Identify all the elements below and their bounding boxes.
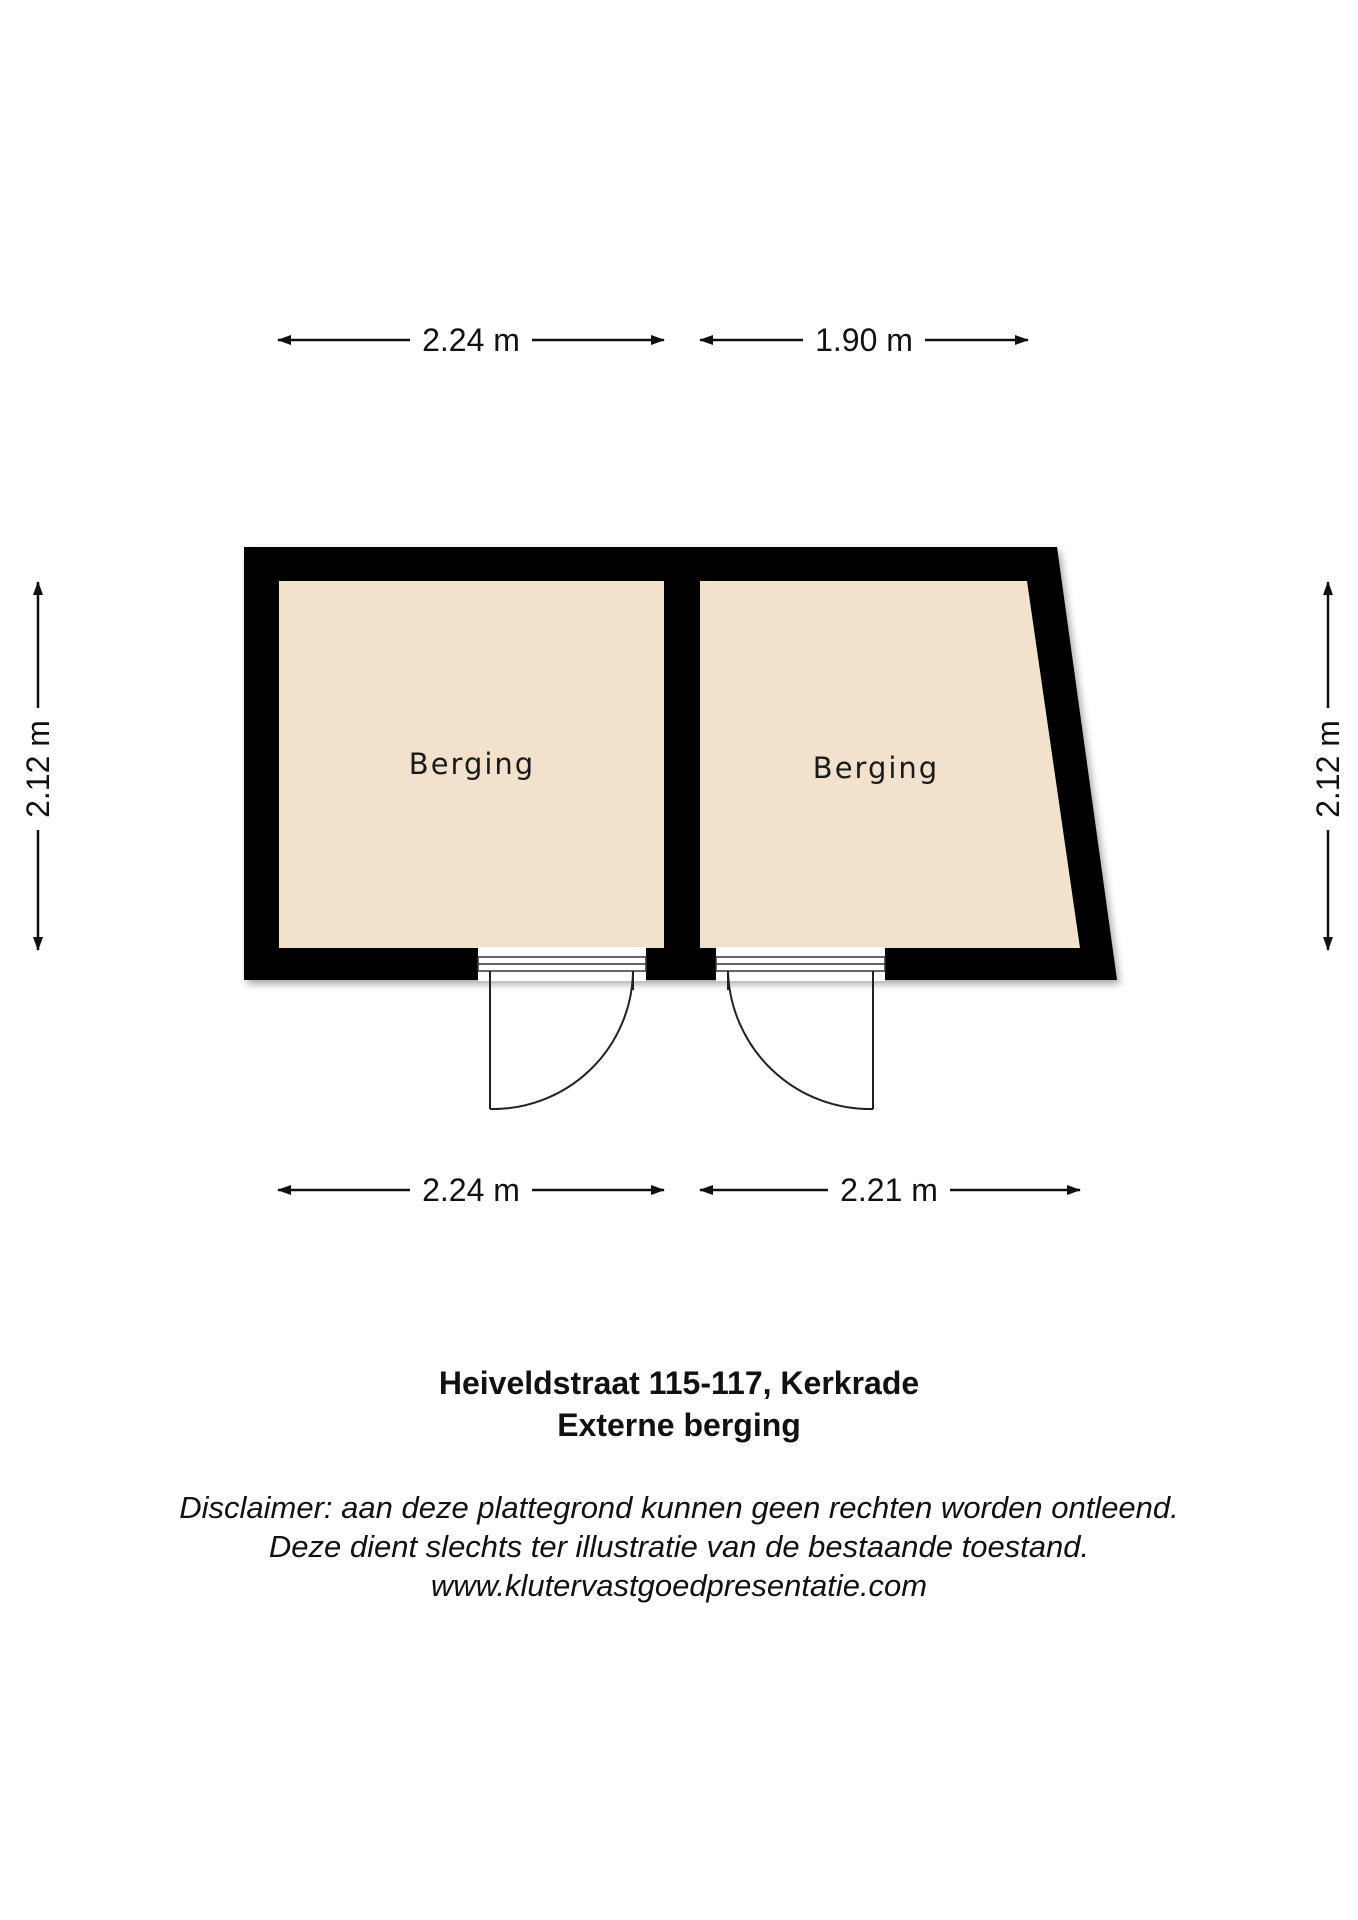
disclaimer-block bbox=[0, 1488, 1358, 1605]
plan-title-block bbox=[0, 1362, 1358, 1446]
dimension-left bbox=[20, 582, 56, 950]
dimension-top-left bbox=[278, 322, 664, 358]
dimension-right bbox=[1310, 582, 1346, 950]
dimension-label: 2.12 m bbox=[1310, 720, 1346, 818]
dimension-label: 2.24 m bbox=[422, 322, 520, 358]
plan-subtitle: Externe berging bbox=[557, 1407, 801, 1443]
disclaimer-line-1: Disclaimer: aan deze plattegrond kunnen geen rechten worden ontleend. bbox=[179, 1490, 1179, 1525]
dimension-label: 2.21 m bbox=[840, 1172, 938, 1208]
disclaimer-line-2: Deze dient slechts ter illustratie van de bestaande toestand. bbox=[268, 1529, 1090, 1564]
room-label-left: Berging bbox=[408, 747, 536, 781]
address-title: Heiveldstraat 115-117, Kerkrade bbox=[438, 1365, 920, 1401]
dimension-top-right bbox=[700, 322, 1028, 358]
room-label-right: Berging bbox=[812, 751, 940, 785]
dimension-label: 2.24 m bbox=[422, 1172, 520, 1208]
website-text: www.klutervastgoedpresentatie.com bbox=[430, 1568, 928, 1603]
dimension-label: 2.12 m bbox=[20, 720, 56, 818]
dimension-label: 1.90 m bbox=[815, 322, 913, 358]
dimension-bottom-left bbox=[278, 1172, 664, 1208]
dimension-bottom-right bbox=[700, 1172, 1080, 1208]
door-swing-left bbox=[490, 971, 633, 1109]
door-swing-right bbox=[728, 971, 873, 1109]
